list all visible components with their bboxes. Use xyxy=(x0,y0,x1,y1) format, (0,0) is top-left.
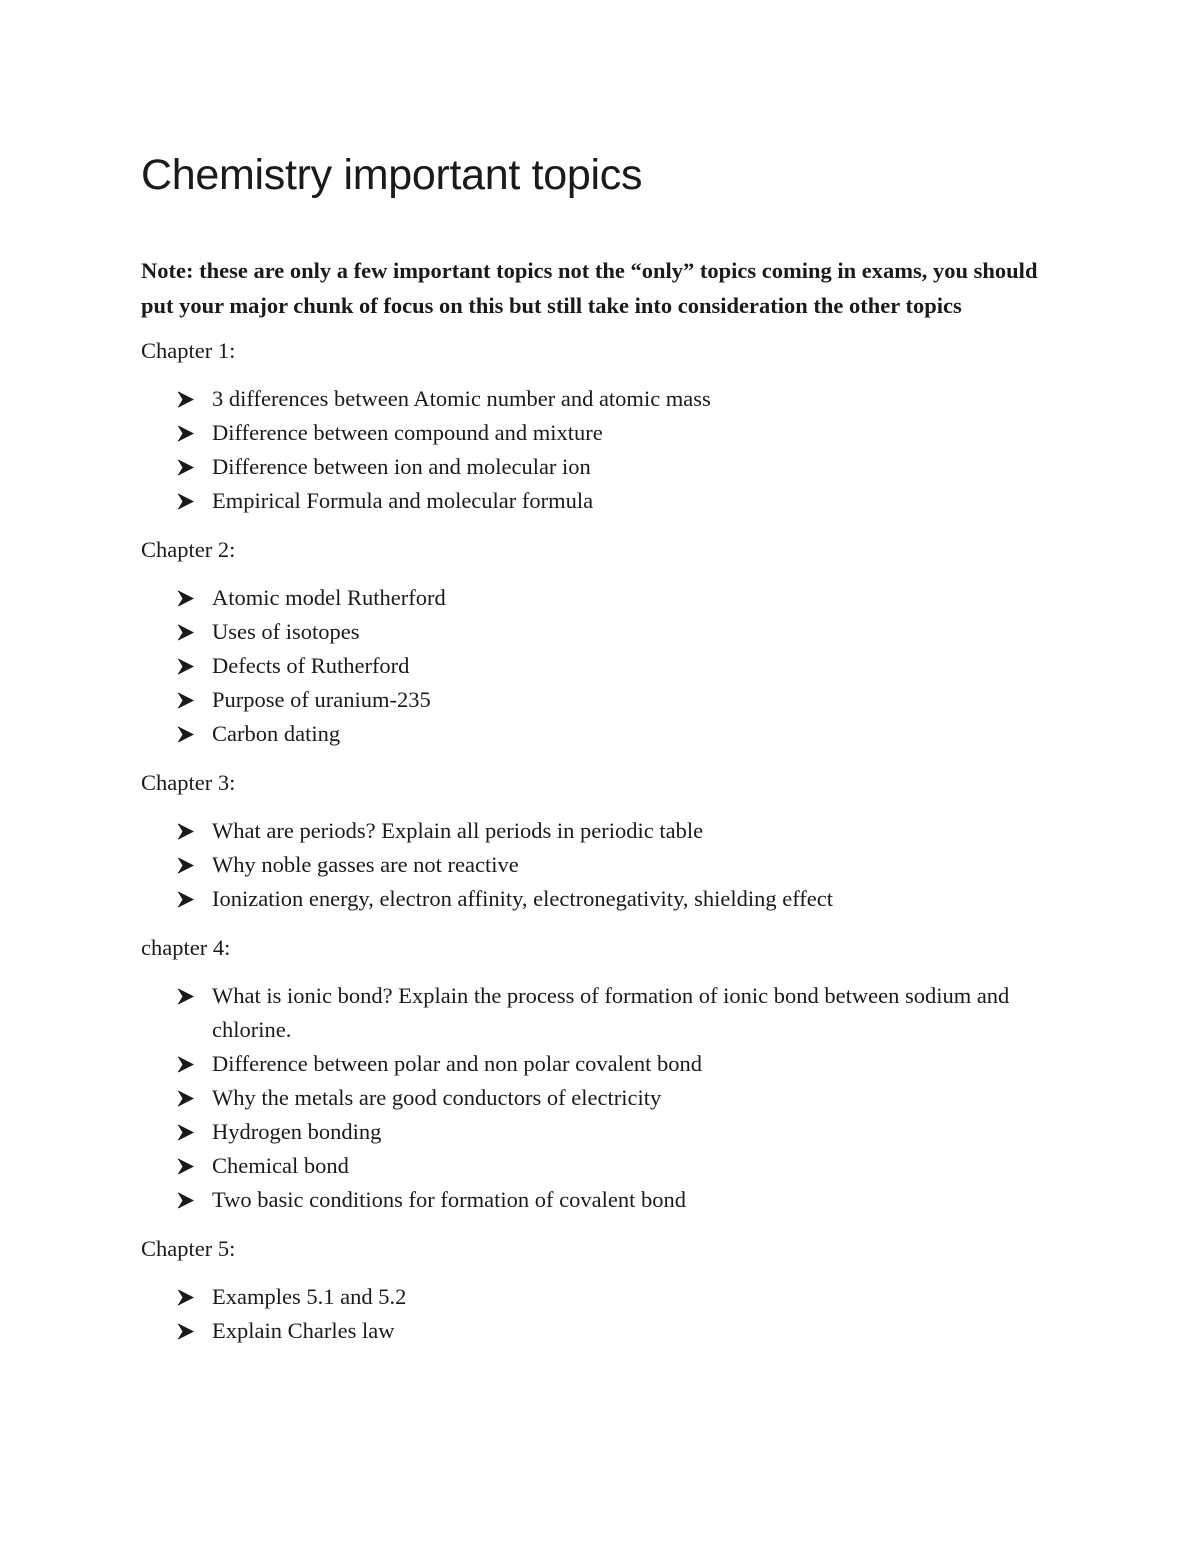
topic-list xyxy=(141,382,1071,518)
arrowhead-bullet-icon xyxy=(177,683,197,717)
page-title: Chemistry important topics xyxy=(141,151,643,199)
arrowhead-bullet-icon xyxy=(177,979,197,1013)
arrowhead-bullet-icon xyxy=(177,450,197,484)
list-item xyxy=(141,717,1071,751)
list-item-text: Why the metals are good conductors of electricity xyxy=(212,1085,662,1110)
arrowhead-bullet-icon xyxy=(177,1115,197,1149)
chapter-heading: chapter 4: xyxy=(141,935,231,960)
list-item-text: Defects of Rutherford xyxy=(212,653,410,678)
topic-list xyxy=(141,979,1071,1217)
list-item xyxy=(141,1314,1071,1348)
list-item xyxy=(141,814,1071,848)
document-page xyxy=(141,148,1071,1348)
chapter-heading: Chapter 3: xyxy=(141,770,236,795)
list-item xyxy=(141,382,1071,416)
list-item xyxy=(141,1149,1071,1183)
chapter-heading: Chapter 1: xyxy=(141,338,236,363)
list-item xyxy=(141,1280,1071,1314)
list-item xyxy=(141,1115,1071,1149)
arrowhead-bullet-icon xyxy=(177,581,197,615)
list-item-text: What is ionic bond? Explain the process of formation of ionic bond between sodium and chlorine. xyxy=(212,983,1010,1042)
topic-list xyxy=(141,814,1071,916)
arrowhead-bullet-icon xyxy=(177,649,197,683)
chapter-section xyxy=(141,766,1071,916)
list-item xyxy=(141,484,1071,518)
list-item-text: Purpose of uranium-235 xyxy=(212,687,431,712)
note-paragraph: Note: these are only a few important topics not the “only” topics coming in exams, you should put your major chunk of focus on this but still take into consideration the other topics xyxy=(141,258,1038,318)
chapter-heading: Chapter 2: xyxy=(141,537,236,562)
list-item-text: Atomic model Rutherford xyxy=(212,585,446,610)
list-item xyxy=(141,848,1071,882)
arrowhead-bullet-icon xyxy=(177,416,197,450)
list-item xyxy=(141,416,1071,450)
list-item xyxy=(141,1081,1071,1115)
chapter-section xyxy=(141,334,1071,518)
list-item xyxy=(141,683,1071,717)
list-item-text: Two basic conditions for formation of covalent bond xyxy=(212,1187,686,1212)
list-item xyxy=(141,450,1071,484)
list-item xyxy=(141,979,1071,1047)
list-item-text: Examples 5.1 and 5.2 xyxy=(212,1284,407,1309)
topic-list xyxy=(141,581,1071,751)
list-item xyxy=(141,1047,1071,1081)
list-item-text: Why noble gasses are not reactive xyxy=(212,852,519,877)
list-item-text: What are periods? Explain all periods in periodic table xyxy=(212,818,704,843)
arrowhead-bullet-icon xyxy=(177,814,197,848)
arrowhead-bullet-icon xyxy=(177,1047,197,1081)
list-item xyxy=(141,882,1071,916)
arrowhead-bullet-icon xyxy=(177,882,197,916)
list-item-text: Difference between ion and molecular ion xyxy=(212,454,591,479)
arrowhead-bullet-icon xyxy=(177,1314,197,1348)
list-item-text: Difference between compound and mixture xyxy=(212,420,603,445)
list-item-text: Chemical bond xyxy=(212,1153,349,1178)
list-item xyxy=(141,581,1071,615)
arrowhead-bullet-icon xyxy=(177,848,197,882)
arrowhead-bullet-icon xyxy=(177,1183,197,1217)
list-item-text: Uses of isotopes xyxy=(212,619,360,644)
topic-list xyxy=(141,1280,1071,1348)
list-item-text: Carbon dating xyxy=(212,721,341,746)
list-item xyxy=(141,615,1071,649)
list-item-text: 3 differences between Atomic number and atomic mass xyxy=(212,386,711,411)
arrowhead-bullet-icon xyxy=(177,1280,197,1314)
list-item-text: Explain Charles law xyxy=(212,1318,395,1343)
arrowhead-bullet-icon xyxy=(177,1149,197,1183)
arrowhead-bullet-icon xyxy=(177,615,197,649)
arrowhead-bullet-icon xyxy=(177,717,197,751)
list-item-text: Difference between polar and non polar covalent bond xyxy=(212,1051,703,1076)
list-item xyxy=(141,1183,1071,1217)
chapter-section xyxy=(141,1232,1071,1348)
chapter-section xyxy=(141,931,1071,1217)
arrowhead-bullet-icon xyxy=(177,484,197,518)
list-item-text: Ionization energy, electron affinity, electronegativity, shielding effect xyxy=(212,886,834,911)
arrowhead-bullet-icon xyxy=(177,1081,197,1115)
list-item-text: Empirical Formula and molecular formula xyxy=(212,488,594,513)
chapter-section xyxy=(141,533,1071,751)
list-item-text: Hydrogen bonding xyxy=(212,1119,382,1144)
list-item xyxy=(141,649,1071,683)
chapters-container xyxy=(141,334,1071,1348)
chapter-heading: Chapter 5: xyxy=(141,1236,236,1261)
arrowhead-bullet-icon xyxy=(177,382,197,416)
